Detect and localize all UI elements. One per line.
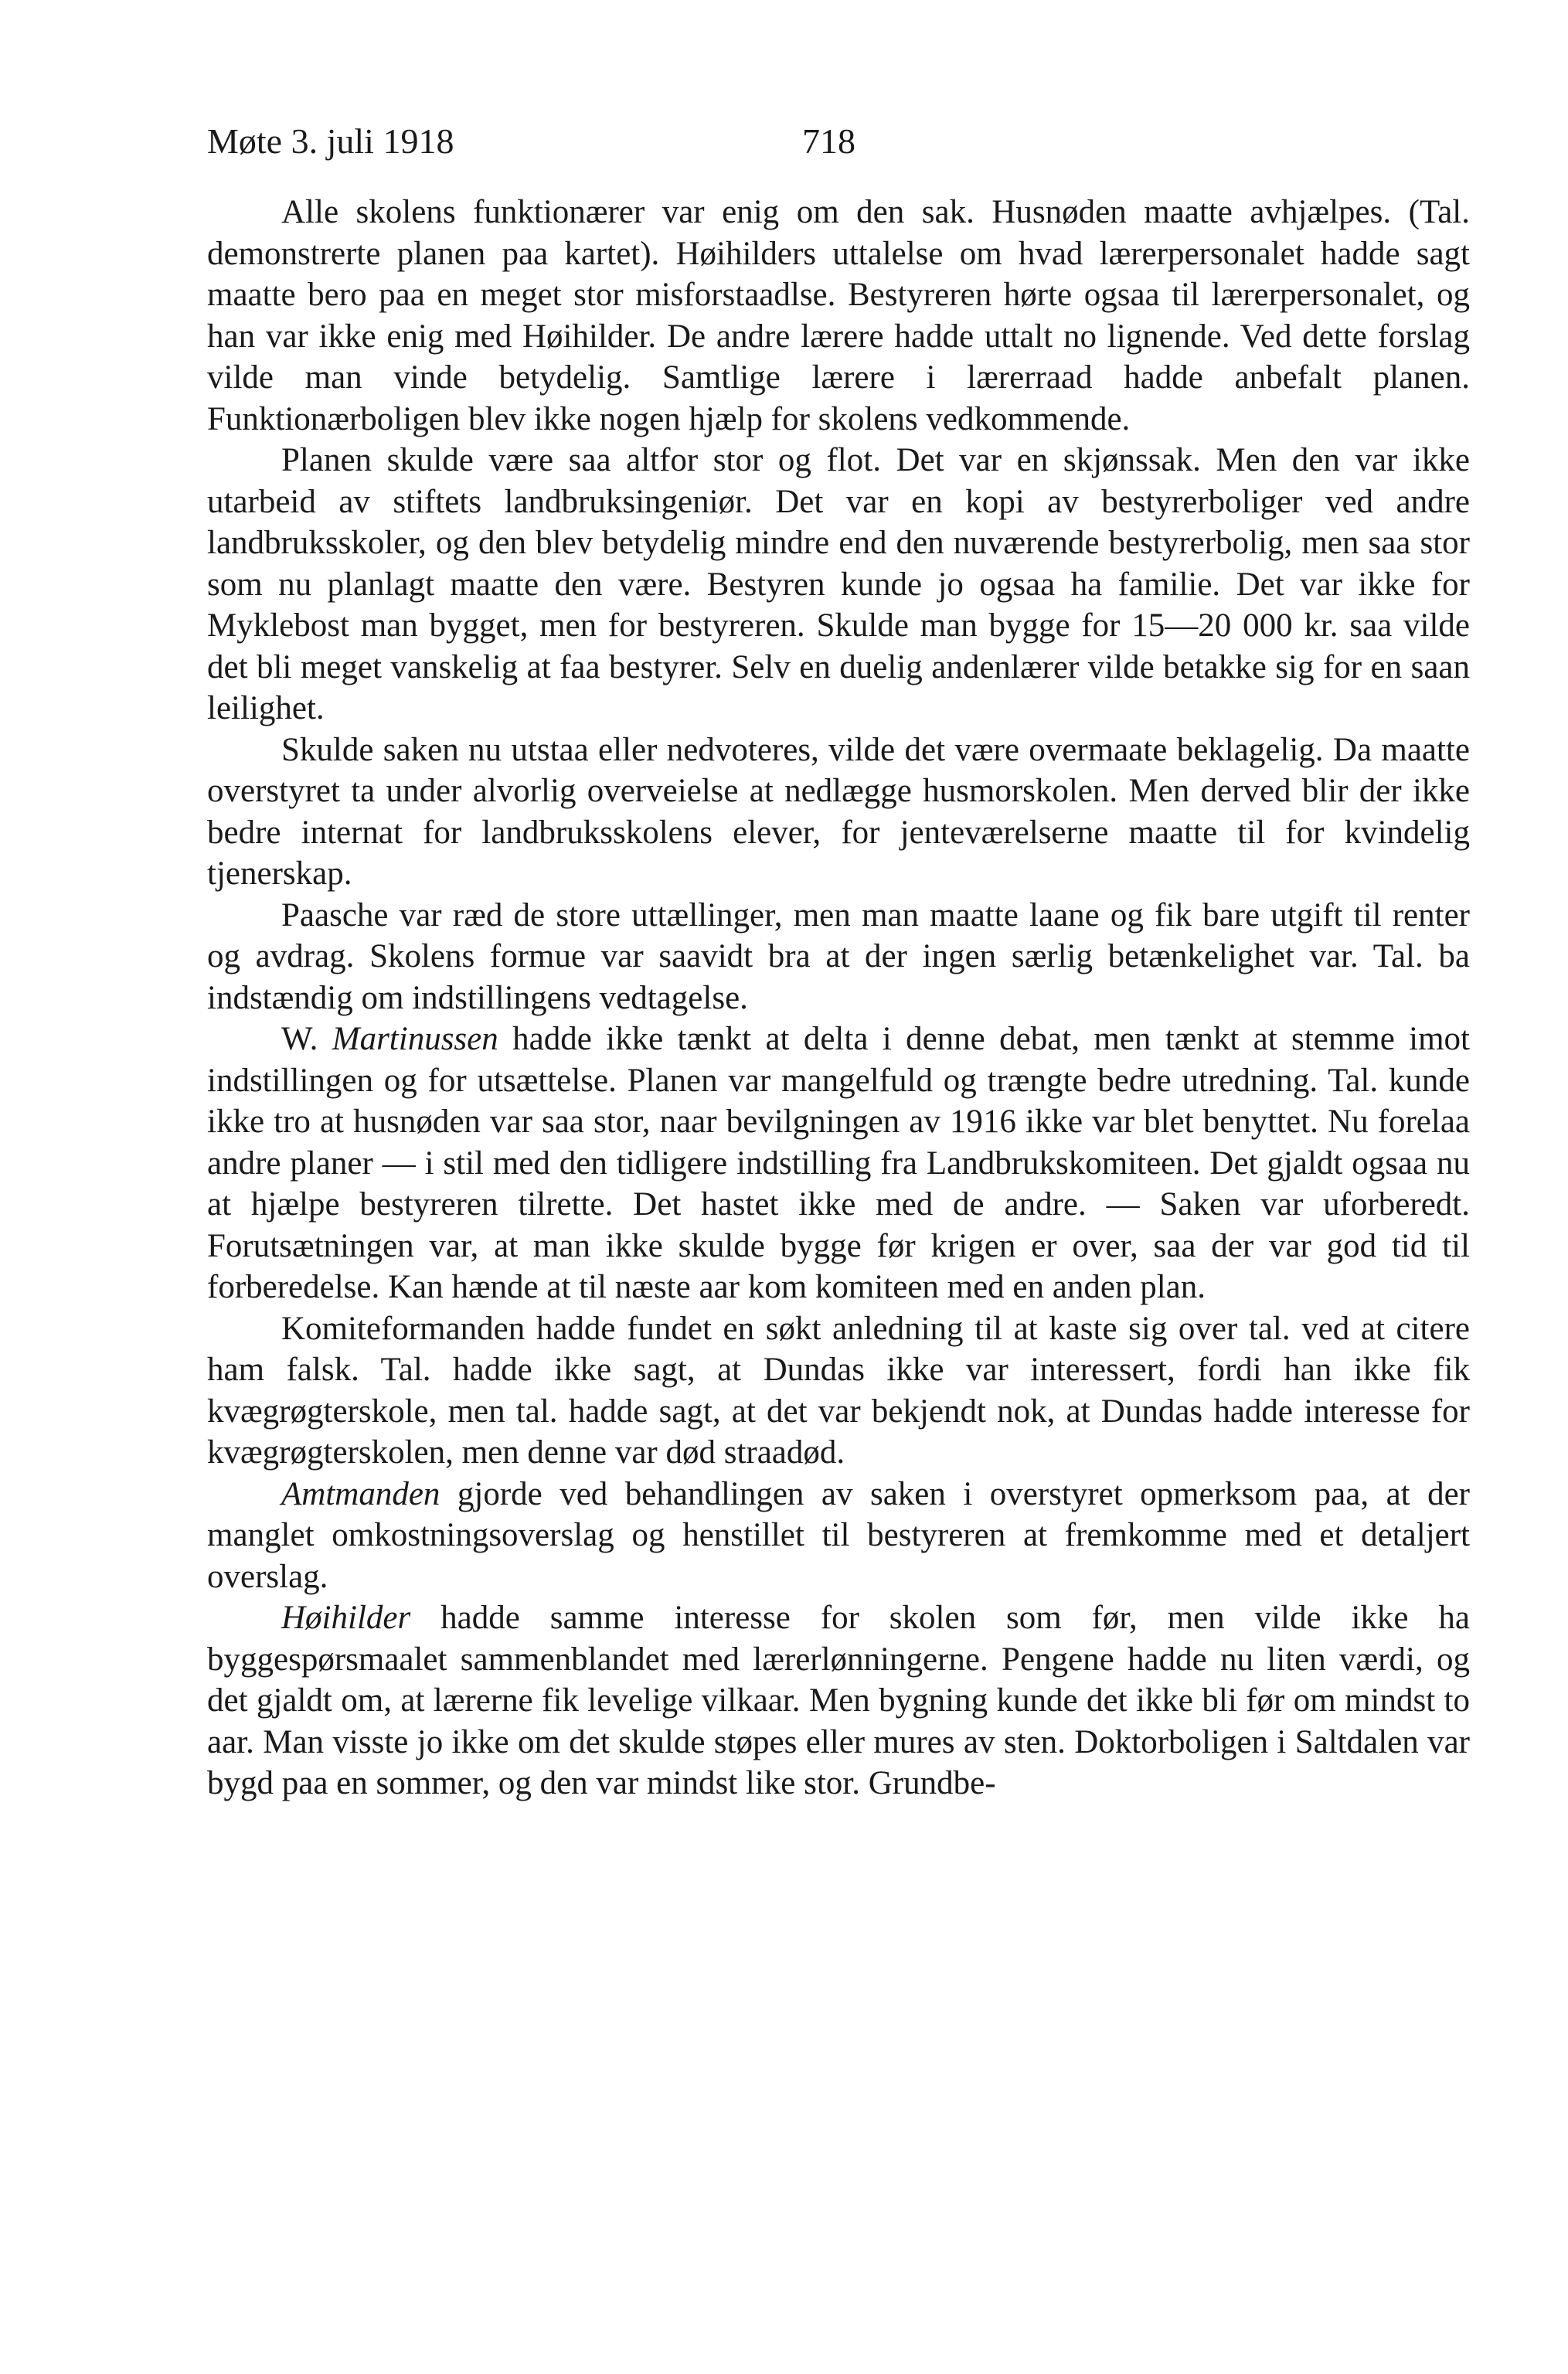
paragraph <box>207 730 1470 895</box>
paragraph-text: Alle skolens funktionærer var enig om den sak. Husnøden maatte avhjælpes. (Tal. demonstrerte planen paa kartet). Høihilders uttalelse om hvad lærerpersonalet hadde sagt maatte bero paa en meget stor misforstaadlse. Bestyreren hørte ogsaa til lærerpersonalet, og han var ikke enig med Høihilder. De andre lærere hadde uttalt no lignende. Ved dette forslag vilde man vinde betydelig. Samtlige lærere i lærerraad hadde anbefalt planen. Funktionærboligen blev ikke nogen hjælp for skolens vedkommende. <box>207 194 1470 437</box>
paragraph-prefix: W. <box>281 1021 332 1057</box>
paragraph-text: hadde ikke tænkt at delta i denne debat, men tænkt at stemme imot indstillingen og for utsættelse. Planen var mangelfuld og trængte bedre utredning. Tal. kunde ikke tro at husnøden var saa stor, naar bevilgningen av 1916 ikke var blet benyttet. Nu forelaa andre planer — i stil med den tidligere indstilling fra Landbrukskomiteen. Det gjaldt ogsaa nu at hjælpe bestyreren tilrette. Det hastet ikke med de andre. — Saken var uforberedt. Forutsætningen var, at man ikke skulde bygge før krigen er over, saa der var god tid til forberedelse. Kan hænde at til næste aar kom komiteen med en anden plan. <box>207 1021 1470 1305</box>
paragraph-text: hadde samme interesse for skolen som før, men vilde ikke ha byggespørsmaalet sammenblandet med lærerlønningerne. Pengene hadde nu liten værdi, og det gjaldt om, at lærerne fik levelige vilkaar. Men bygning kunde det ikke bli før om mindst to aar. Man visste jo ikke om det skulde støpes eller mures av sten. Doktorboligen i Saltdalen var bygd paa en sommer, og den var mindst like stor. Grundbe- <box>207 1600 1470 1801</box>
speaker-name: Martinussen <box>332 1021 498 1057</box>
speaker-name: Amtmanden <box>281 1475 440 1512</box>
paragraph <box>207 1597 1470 1804</box>
paragraph <box>207 895 1470 1019</box>
paragraph <box>207 1019 1470 1308</box>
paragraph <box>207 1474 1470 1598</box>
paragraph-text: Skulde saken nu utstaa eller nedvoteres, vilde det være overmaate beklagelig. Da maatte overstyret ta under alvorlig overveielse at nedlægge husmorskolen. Men derved blir der ikke bedre internat for landbruksskolens elever, for jenteværelserne maatte til for kvindelig tjenerskap. <box>207 731 1470 892</box>
paragraph-text: Planen skulde være saa altfor stor og flot. Det var en skjønssak. Men den var ikke utarbeid av stiftets landbruksingeniør. Det var en kopi av bestyrerboliger ved andre landbruksskoler, og den blev betydelig mindre end den nuværende bestyrerbolig, men saa stor som nu planlagt maatte den være. Bestyren kunde jo ogsaa ha familie. Det var ikke for Myklebost man bygget, men for bestyreren. Skulde man bygge for 15—20 000 kr. saa vilde det bli meget vanskelig at faa bestyrer. Selv en duelig andenlærer vilde betakke sig for en saan leilighet. <box>207 442 1470 726</box>
speaker-name: Høihilder <box>281 1600 411 1636</box>
meeting-date: Møte 3. juli 1918 <box>207 121 454 161</box>
body-text <box>207 192 1470 1804</box>
paragraph <box>207 1308 1470 1474</box>
page-header <box>207 114 1474 168</box>
paragraph-text: gjorde ved behandlingen av saken i overstyret opmerksom paa, at der manglet omkostningsoverslag og henstillet til bestyreren at fremkomme med et detaljert overslag. <box>207 1475 1470 1595</box>
page-number: 718 <box>802 121 855 161</box>
paragraph <box>207 192 1470 440</box>
paragraph-text: Komiteformanden hadde fundet en søkt anledning til at kaste sig over tal. ved at citere ham falsk. Tal. hadde ikke sagt, at Dundas ikke var interessert, fordi han ikke fik kvægrøgterskole, men tal. hadde sagt, at det var bekjendt nok, at Dundas hadde interesse for kvægrøgterskolen, men denne var død straadød. <box>207 1310 1470 1471</box>
paragraph <box>207 440 1470 730</box>
paragraph-text: Paasche var ræd de store uttællinger, men man maatte laane og fik bare utgift til renter og avdrag. Skolens formue var saavidt bra at der ingen særlig betænkelighet var. Tal. ba indstændig om indstillingens vedtagelse. <box>207 896 1470 1016</box>
